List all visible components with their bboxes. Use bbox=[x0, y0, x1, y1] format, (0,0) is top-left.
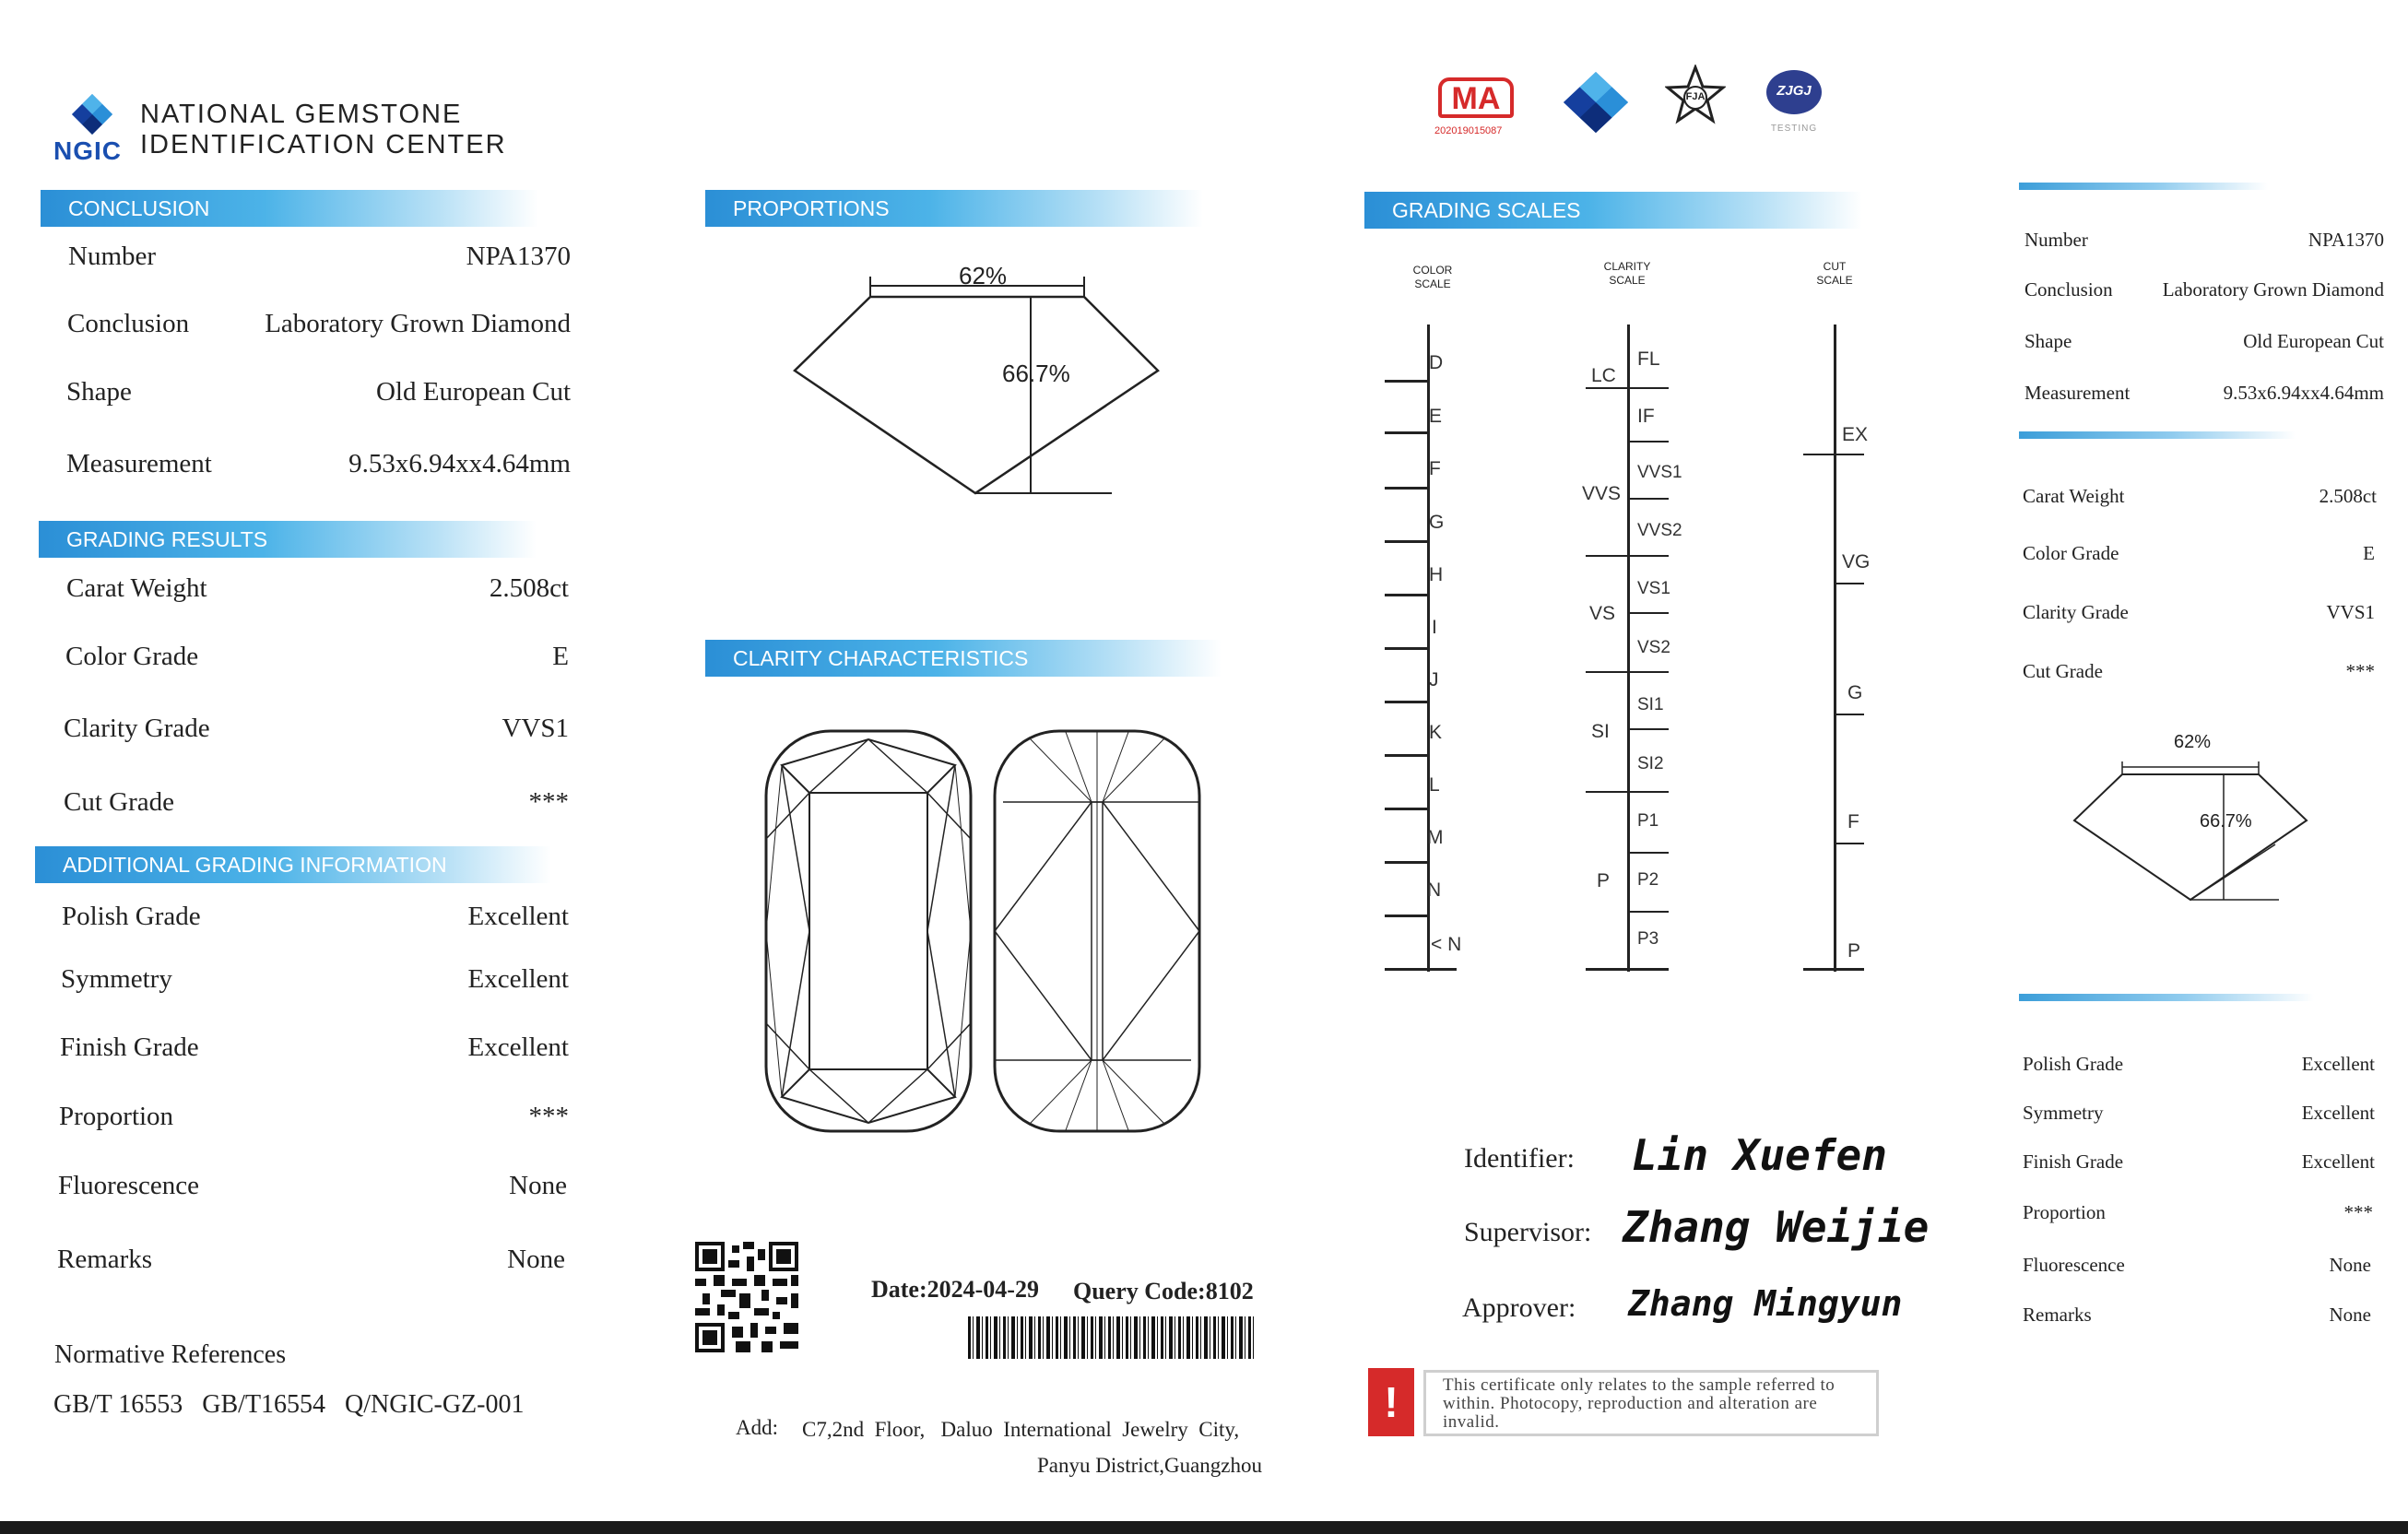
proportion-diagram bbox=[774, 258, 1180, 507]
color-grade-d: D bbox=[1429, 352, 1444, 373]
clarity-tick bbox=[1586, 387, 1669, 389]
clarity-tick bbox=[1628, 852, 1669, 854]
clarity-grade-if: IF bbox=[1637, 406, 1655, 427]
row-value: None bbox=[509, 1171, 567, 1200]
row-label: Shape bbox=[66, 377, 132, 407]
summary-table-percentage: 62% bbox=[2174, 732, 2212, 752]
normative-title: Normative References bbox=[54, 1340, 287, 1369]
bottom-edge-shadow bbox=[0, 1521, 2408, 1534]
summary-row-clarity bbox=[2023, 601, 2375, 624]
cma-logo bbox=[1434, 77, 1519, 142]
summary-row-cut bbox=[2023, 660, 2375, 683]
zjgj-logo bbox=[1759, 70, 1831, 138]
cut-grade-p: P bbox=[1847, 940, 1861, 962]
row-value: *** bbox=[528, 787, 569, 817]
summary-row-carat bbox=[2023, 485, 2377, 508]
row-value: E bbox=[2363, 542, 2375, 564]
cut-scale-axis bbox=[1834, 324, 1836, 972]
row-value: None bbox=[2329, 1304, 2371, 1326]
row-label: Fluorescence bbox=[2023, 1254, 2125, 1276]
row-label: Measurement bbox=[2024, 382, 2131, 404]
row-value: Excellent bbox=[2301, 1102, 2375, 1124]
grading-row-cut bbox=[64, 787, 569, 818]
row-label: Polish Grade bbox=[62, 902, 201, 931]
summary-bar-top bbox=[2019, 183, 2268, 190]
grading-scales-banner: GRADING SCALES bbox=[1364, 192, 1862, 229]
cut-grade-ex: EX bbox=[1842, 424, 1869, 445]
supervisor-signature: Zhang Weijie bbox=[1623, 1202, 1930, 1252]
color-scale-tick bbox=[1385, 540, 1427, 543]
color-grade-below-n: < N bbox=[1431, 934, 1462, 955]
row-label: Cut Grade bbox=[2023, 660, 2103, 682]
row-label: Symmetry bbox=[2023, 1102, 2104, 1124]
clarity-tick bbox=[1628, 728, 1669, 730]
clarity-scale-axis bbox=[1627, 324, 1630, 972]
additional-row-remarks bbox=[57, 1245, 565, 1275]
identifier-label: Identifier: bbox=[1464, 1143, 1575, 1174]
cut-scale-title bbox=[1809, 260, 1860, 288]
identifier-signature: Lin Xuefen bbox=[1632, 1130, 1887, 1180]
color-grade-e: E bbox=[1429, 406, 1443, 427]
additional-info-banner: ADDITIONAL GRADING INFORMATION bbox=[35, 846, 551, 883]
row-value: *** bbox=[2345, 660, 2375, 682]
row-label: Carat Weight bbox=[2023, 485, 2125, 507]
clarity-characteristics-banner: CLARITY CHARACTERISTICS bbox=[705, 640, 1222, 677]
summary-row-color bbox=[2023, 542, 2375, 565]
color-grade-m: M bbox=[1427, 827, 1444, 848]
grading-results-banner: GRADING RESULTS bbox=[39, 521, 537, 558]
summary-row-remarks bbox=[2023, 1304, 2371, 1327]
clarity-tick bbox=[1586, 555, 1669, 557]
clarity-grade-vs2: VS2 bbox=[1637, 638, 1670, 657]
fja-text: FJA bbox=[1685, 91, 1706, 102]
clarity-tick bbox=[1586, 968, 1669, 971]
color-scale-tick bbox=[1385, 594, 1427, 596]
clarity-grade-p1: P1 bbox=[1637, 811, 1659, 831]
row-label: Conclusion bbox=[67, 309, 190, 338]
color-grade-n: N bbox=[1427, 879, 1442, 901]
clarity-grade-p2: P2 bbox=[1637, 870, 1659, 890]
row-value: None bbox=[2329, 1254, 2371, 1276]
org-name-line2: IDENTIFICATION CENTER bbox=[140, 130, 507, 159]
depth-percentage: 66.7% bbox=[1002, 360, 1070, 387]
additional-row-proportion bbox=[59, 1102, 569, 1132]
summary-row-finish bbox=[2023, 1150, 2375, 1174]
zjgj-subtext: TESTING bbox=[1770, 124, 1818, 134]
warning-icon bbox=[1368, 1368, 1414, 1436]
row-value: NPA1370 bbox=[466, 242, 571, 271]
ngic-diamond-icon bbox=[1558, 70, 1634, 136]
clarity-grade-vvs1: VVS1 bbox=[1637, 463, 1682, 482]
row-label: Number bbox=[68, 242, 157, 271]
title-line: COLOR bbox=[1412, 264, 1453, 277]
cma-mark: MA bbox=[1438, 77, 1514, 118]
disclaimer-box bbox=[1368, 1364, 1888, 1444]
pavilion-plot-diagram bbox=[992, 728, 1202, 1134]
color-grade-k: K bbox=[1429, 722, 1443, 743]
row-label: Remarks bbox=[57, 1245, 153, 1274]
clarity-group-vvs: VVS bbox=[1582, 483, 1622, 504]
row-label: Number bbox=[2024, 229, 2088, 251]
color-scale-title bbox=[1403, 264, 1462, 291]
color-scale-tick bbox=[1385, 968, 1457, 971]
row-label: Carat Weight bbox=[66, 573, 207, 603]
clarity-group-p: P bbox=[1597, 870, 1611, 891]
ngic-logo bbox=[53, 92, 131, 166]
clarity-group-vs: VS bbox=[1589, 603, 1616, 624]
row-value: 9.53x6.94xx4.64mm bbox=[2223, 382, 2384, 404]
barcode bbox=[968, 1316, 1256, 1359]
cut-tick bbox=[1835, 843, 1864, 844]
grading-row-carat bbox=[66, 573, 569, 604]
row-value: *** bbox=[2343, 1201, 2373, 1223]
zjgj-text: ZJGJ bbox=[1776, 83, 1812, 99]
row-value: 2.508ct bbox=[2319, 485, 2377, 507]
row-value: Excellent bbox=[2301, 1053, 2375, 1075]
query-code: Query Code:8102 bbox=[1073, 1278, 1254, 1304]
conclusion-row-number bbox=[68, 242, 571, 272]
color-scale-tick bbox=[1385, 914, 1427, 917]
additional-row-fluorescence bbox=[58, 1171, 567, 1201]
row-value: Excellent bbox=[467, 1032, 569, 1062]
clarity-tick bbox=[1628, 441, 1669, 442]
summary-bar-bottom bbox=[2019, 994, 2314, 1001]
row-label: Clarity Grade bbox=[2023, 601, 2129, 623]
color-scale-tick bbox=[1385, 861, 1427, 864]
row-value: 2.508ct bbox=[489, 573, 569, 603]
table-percentage: 62% bbox=[959, 262, 1008, 289]
row-value: Excellent bbox=[467, 964, 569, 994]
title-line: SCALE bbox=[1609, 274, 1646, 287]
row-label: Fluorescence bbox=[58, 1171, 199, 1200]
row-value: Excellent bbox=[467, 902, 569, 931]
summary-row-conclusion bbox=[2024, 278, 2384, 301]
address-line1: C7,2nd Floor, Daluo International Jewelry City, bbox=[802, 1418, 1240, 1441]
row-value: VVS1 bbox=[502, 714, 569, 743]
title-line: CLARITY bbox=[1603, 260, 1651, 273]
ngic-diamond-icon bbox=[53, 92, 131, 138]
summary-proportion-diagram bbox=[2061, 750, 2319, 907]
clarity-grade-vvs2: VVS2 bbox=[1637, 521, 1682, 540]
clarity-scale-title bbox=[1595, 260, 1659, 288]
row-label: Measurement bbox=[66, 449, 212, 478]
clarity-grade-vs1: VS1 bbox=[1637, 579, 1670, 598]
row-label: Conclusion bbox=[2024, 278, 2113, 301]
additional-row-polish bbox=[62, 902, 569, 932]
conclusion-row-shape bbox=[66, 377, 571, 407]
color-grade-l: L bbox=[1429, 774, 1440, 796]
row-value: Excellent bbox=[2301, 1150, 2375, 1173]
supervisor-label: Supervisor: bbox=[1464, 1217, 1592, 1247]
cut-grade-g: G bbox=[1847, 682, 1863, 703]
cma-number: 202019015087 bbox=[1434, 125, 1503, 136]
row-label: Color Grade bbox=[2023, 542, 2119, 564]
row-value: *** bbox=[528, 1102, 569, 1131]
row-value: 9.53x6.94xx4.64mm bbox=[348, 449, 571, 478]
row-label: Proportion bbox=[2023, 1201, 2106, 1223]
summary-row-proportion bbox=[2023, 1201, 2373, 1224]
qr-code bbox=[695, 1241, 798, 1353]
address-label: Add: bbox=[736, 1416, 778, 1439]
cut-grade-f: F bbox=[1847, 811, 1859, 832]
clarity-grade-si2: SI2 bbox=[1637, 754, 1664, 773]
row-label: Symmetry bbox=[61, 964, 172, 994]
additional-row-finish bbox=[60, 1032, 569, 1063]
clarity-tick bbox=[1628, 612, 1669, 614]
issue-date: Date:2024-04-29 bbox=[871, 1276, 1039, 1303]
cut-tick bbox=[1835, 714, 1864, 715]
crown-plot-diagram bbox=[763, 728, 974, 1134]
conclusion-row-conclusion bbox=[67, 309, 571, 339]
cut-tick bbox=[1803, 454, 1864, 455]
row-label: Polish Grade bbox=[2023, 1053, 2124, 1075]
color-scale-tick bbox=[1385, 808, 1427, 810]
row-value: Old European Cut bbox=[2243, 330, 2384, 352]
conclusion-banner: CONCLUSION bbox=[41, 190, 538, 227]
warning-glyph: ! bbox=[1384, 1378, 1399, 1426]
clarity-grade-fl: FL bbox=[1637, 348, 1660, 370]
summary-row-measurement bbox=[2024, 382, 2384, 405]
org-name-line1: NATIONAL GEMSTONE bbox=[140, 100, 463, 129]
summary-row-number bbox=[2024, 229, 2384, 252]
color-grade-i: I bbox=[1432, 617, 1437, 638]
clarity-tick bbox=[1586, 791, 1669, 793]
clarity-grade-si1: SI1 bbox=[1637, 695, 1664, 714]
row-label: Color Grade bbox=[65, 642, 199, 671]
title-line: SCALE bbox=[1816, 274, 1853, 287]
color-grade-f: F bbox=[1429, 458, 1441, 479]
summary-row-shape bbox=[2024, 330, 2384, 353]
proportions-banner: PROPORTIONS bbox=[705, 190, 1203, 227]
additional-row-symmetry bbox=[61, 964, 569, 995]
row-label: Proportion bbox=[59, 1102, 174, 1131]
color-scale-tick bbox=[1385, 431, 1427, 434]
title-line: SCALE bbox=[1414, 277, 1451, 290]
row-label: Remarks bbox=[2023, 1304, 2092, 1326]
row-value: E bbox=[552, 642, 569, 671]
summary-row-symmetry bbox=[2023, 1102, 2375, 1125]
ngic-abbr: NGIC bbox=[53, 136, 122, 165]
row-value: Laboratory Grown Diamond bbox=[2162, 278, 2384, 301]
row-label: Finish Grade bbox=[60, 1032, 199, 1062]
summary-row-polish bbox=[2023, 1053, 2375, 1076]
title-line: CUT bbox=[1823, 260, 1847, 273]
color-grade-g: G bbox=[1429, 512, 1445, 533]
clarity-tick bbox=[1586, 671, 1669, 673]
color-scale-tick bbox=[1385, 647, 1427, 650]
fja-logo bbox=[1665, 65, 1726, 125]
row-label: Shape bbox=[2024, 330, 2072, 352]
summary-bar-mid bbox=[2019, 431, 2296, 439]
conclusion-row-measurement bbox=[66, 449, 571, 479]
summary-row-fluorescence bbox=[2023, 1254, 2371, 1277]
disclaimer-text: This certificate only relates to the sample referred to within. Photocopy, reproduction and alteration are invalid. bbox=[1423, 1370, 1879, 1436]
clarity-tick bbox=[1628, 911, 1669, 913]
color-scale-tick bbox=[1385, 380, 1427, 383]
clarity-tick bbox=[1628, 498, 1669, 500]
color-scale-tick bbox=[1385, 701, 1427, 703]
clarity-grade-p3: P3 bbox=[1637, 929, 1659, 949]
approver-label: Approver: bbox=[1462, 1292, 1576, 1323]
color-grade-h: H bbox=[1429, 564, 1444, 585]
row-value: NPA1370 bbox=[2308, 229, 2384, 251]
cut-grade-vg: VG bbox=[1842, 551, 1871, 572]
cut-tick bbox=[1803, 968, 1864, 971]
row-value: Laboratory Grown Diamond bbox=[265, 309, 571, 338]
row-value: None bbox=[507, 1245, 565, 1274]
grading-row-color bbox=[65, 642, 569, 672]
clarity-group-si: SI bbox=[1591, 721, 1610, 742]
summary-depth-percentage: 66.7% bbox=[2200, 811, 2252, 832]
cut-tick bbox=[1835, 583, 1864, 584]
row-value: Old European Cut bbox=[375, 377, 571, 407]
clarity-group-lc: LC bbox=[1591, 365, 1616, 386]
address-line2: Panyu District,Guangzhou bbox=[1037, 1454, 1263, 1477]
normative-refs: GB/T 16553 GB/T16554 Q/NGIC-GZ-001 bbox=[53, 1390, 525, 1419]
row-label: Clarity Grade bbox=[64, 714, 210, 743]
grading-row-clarity bbox=[64, 714, 569, 744]
row-value: VVS1 bbox=[2326, 601, 2375, 623]
color-grade-j: J bbox=[1429, 669, 1439, 690]
color-scale-tick bbox=[1385, 487, 1427, 490]
row-label: Cut Grade bbox=[64, 787, 174, 817]
color-scale-tick bbox=[1385, 754, 1427, 757]
row-label: Finish Grade bbox=[2023, 1150, 2124, 1173]
approver-signature: Zhang Mingyun bbox=[1628, 1283, 1903, 1324]
